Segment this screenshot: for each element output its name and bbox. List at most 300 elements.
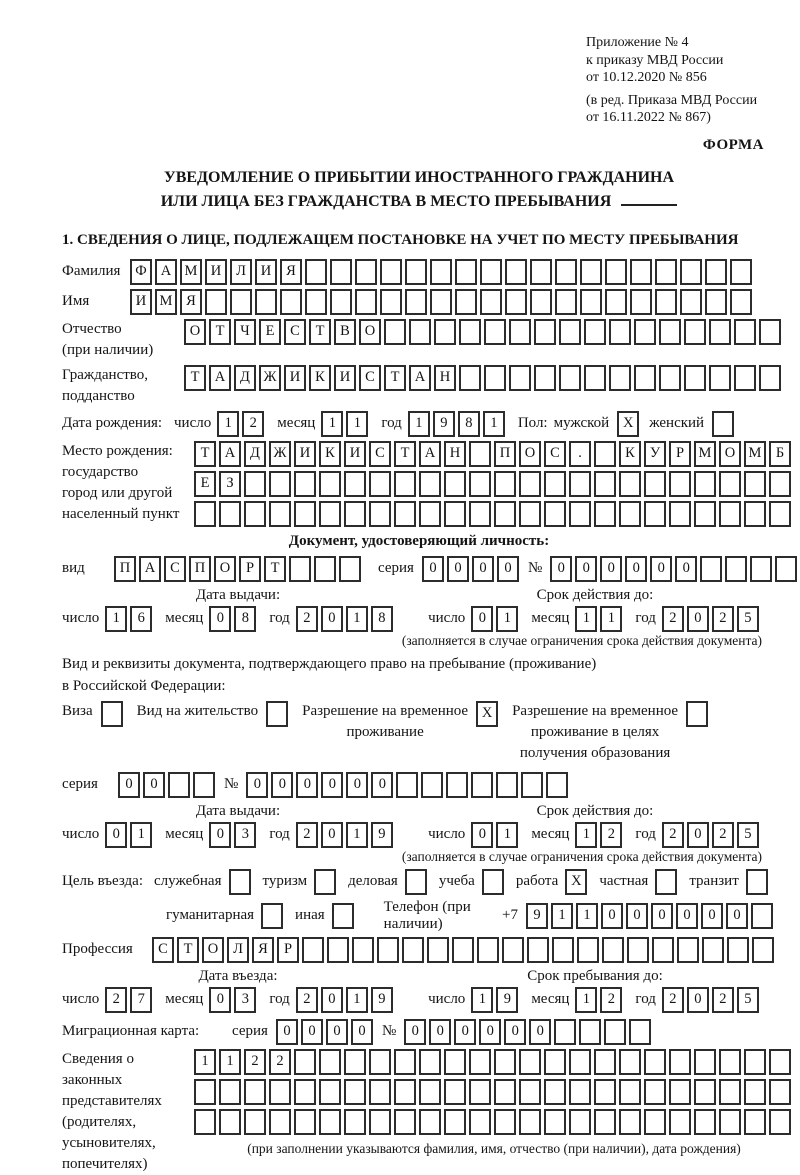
form-cell[interactable] (459, 319, 481, 345)
form-cell[interactable]: Ч (234, 319, 256, 345)
form-cell[interactable]: 1 (471, 987, 493, 1013)
form-cell[interactable]: 1 (346, 987, 368, 1013)
form-cell[interactable]: К (309, 365, 331, 391)
form-cell[interactable] (519, 1049, 541, 1075)
form-cell[interactable]: 0 (454, 1019, 476, 1045)
form-cell[interactable]: М (180, 259, 202, 285)
form-cell[interactable]: 1 (105, 606, 127, 632)
form-cell[interactable] (627, 937, 649, 963)
form-cell[interactable] (734, 365, 756, 391)
form-cell[interactable] (619, 1049, 641, 1075)
form-cell[interactable] (659, 365, 681, 391)
form-cell[interactable] (269, 1109, 291, 1135)
form-cell[interactable] (569, 1049, 591, 1075)
form-cell[interactable] (394, 1049, 416, 1075)
form-cell[interactable]: Д (244, 441, 266, 467)
form-cell[interactable] (594, 1079, 616, 1105)
form-cell[interactable]: 6 (130, 606, 152, 632)
form-cell[interactable] (330, 259, 352, 285)
form-cell[interactable]: Т (209, 319, 231, 345)
form-cell[interactable] (752, 937, 774, 963)
form-cell[interactable] (534, 365, 556, 391)
form-cell[interactable]: Р (669, 441, 691, 467)
form-cell[interactable] (569, 471, 591, 497)
form-cell[interactable] (469, 441, 491, 467)
form-cell[interactable]: Ж (269, 441, 291, 467)
form-cell[interactable] (205, 289, 227, 315)
form-cell[interactable] (655, 259, 677, 285)
form-cell[interactable] (730, 289, 752, 315)
form-cell[interactable]: 1 (575, 822, 597, 848)
form-cell[interactable] (530, 259, 552, 285)
form-cell[interactable]: Д (234, 365, 256, 391)
form-cell[interactable]: 0 (497, 556, 519, 582)
form-cell[interactable]: М (694, 441, 716, 467)
form-cell[interactable] (579, 1019, 601, 1045)
form-cell[interactable] (193, 772, 215, 798)
form-cell[interactable]: М (155, 289, 177, 315)
form-cell[interactable] (455, 259, 477, 285)
form-cell[interactable] (709, 319, 731, 345)
form-cell[interactable] (305, 259, 327, 285)
form-cell[interactable] (369, 501, 391, 527)
form-cell[interactable]: Л (230, 259, 252, 285)
sex-female-checkbox[interactable] (712, 411, 734, 437)
form-cell[interactable] (480, 259, 502, 285)
form-cell[interactable] (484, 319, 506, 345)
form-cell[interactable] (469, 1109, 491, 1135)
form-cell[interactable]: С (284, 319, 306, 345)
form-cell[interactable] (719, 1049, 741, 1075)
form-cell[interactable] (744, 1079, 766, 1105)
form-cell[interactable] (644, 1079, 666, 1105)
form-cell[interactable]: 0 (429, 1019, 451, 1045)
form-cell[interactable] (680, 259, 702, 285)
form-cell[interactable] (459, 365, 481, 391)
form-cell[interactable]: З (219, 471, 241, 497)
visa-checkbox[interactable] (101, 701, 123, 727)
form-cell[interactable]: А (219, 441, 241, 467)
form-cell[interactable]: П (494, 441, 516, 467)
purpose-tourism-checkbox[interactable] (314, 869, 336, 895)
form-cell[interactable]: 0 (687, 822, 709, 848)
form-cell[interactable]: Т (264, 556, 286, 582)
form-cell[interactable] (405, 259, 427, 285)
form-cell[interactable] (255, 289, 277, 315)
form-cell[interactable] (744, 501, 766, 527)
form-cell[interactable]: 0 (504, 1019, 526, 1045)
form-cell[interactable]: 2 (600, 987, 622, 1013)
form-cell[interactable] (430, 259, 452, 285)
form-cell[interactable] (469, 1049, 491, 1075)
form-cell[interactable] (584, 319, 606, 345)
form-cell[interactable] (446, 772, 468, 798)
form-cell[interactable]: 5 (737, 606, 759, 632)
form-cell[interactable]: 1 (346, 411, 368, 437)
form-cell[interactable]: 0 (472, 556, 494, 582)
form-cell[interactable]: 1 (551, 903, 573, 929)
form-cell[interactable] (494, 1079, 516, 1105)
form-cell[interactable] (471, 772, 493, 798)
form-cell[interactable] (546, 772, 568, 798)
form-cell[interactable] (669, 1049, 691, 1075)
form-cell[interactable] (555, 289, 577, 315)
form-cell[interactable] (319, 1109, 341, 1135)
form-cell[interactable] (759, 319, 781, 345)
form-cell[interactable] (577, 937, 599, 963)
form-cell[interactable] (580, 259, 602, 285)
form-cell[interactable] (344, 501, 366, 527)
form-cell[interactable] (294, 1079, 316, 1105)
form-cell[interactable]: О (184, 319, 206, 345)
form-cell[interactable]: 9 (433, 411, 455, 437)
form-cell[interactable] (280, 289, 302, 315)
form-cell[interactable] (355, 259, 377, 285)
form-cell[interactable] (219, 1079, 241, 1105)
form-cell[interactable] (559, 365, 581, 391)
form-cell[interactable]: 0 (529, 1019, 551, 1045)
form-cell[interactable] (694, 1049, 716, 1075)
form-cell[interactable] (394, 501, 416, 527)
form-cell[interactable] (427, 937, 449, 963)
form-cell[interactable] (655, 289, 677, 315)
form-cell[interactable]: 1 (576, 903, 598, 929)
form-cell[interactable] (269, 471, 291, 497)
form-cell[interactable] (352, 937, 374, 963)
form-cell[interactable] (759, 365, 781, 391)
form-cell[interactable] (644, 471, 666, 497)
form-cell[interactable]: 0 (271, 772, 293, 798)
form-cell[interactable]: 9 (496, 987, 518, 1013)
form-cell[interactable] (369, 1109, 391, 1135)
form-cell[interactable] (319, 471, 341, 497)
form-cell[interactable] (727, 937, 749, 963)
form-cell[interactable] (619, 1079, 641, 1105)
form-cell[interactable] (244, 471, 266, 497)
form-cell[interactable]: А (209, 365, 231, 391)
form-cell[interactable] (669, 501, 691, 527)
form-cell[interactable] (327, 937, 349, 963)
form-cell[interactable] (219, 1109, 241, 1135)
form-cell[interactable]: 0 (447, 556, 469, 582)
form-cell[interactable]: 0 (276, 1019, 298, 1045)
form-cell[interactable] (750, 556, 772, 582)
form-cell[interactable] (744, 1109, 766, 1135)
form-cell[interactable]: 0 (625, 556, 647, 582)
purpose-other-checkbox[interactable] (332, 903, 354, 929)
purpose-business-checkbox[interactable] (405, 869, 427, 895)
form-cell[interactable]: 0 (346, 772, 368, 798)
form-cell[interactable]: А (155, 259, 177, 285)
form-cell[interactable]: И (255, 259, 277, 285)
temp-residence-education-checkbox[interactable] (686, 701, 708, 727)
form-cell[interactable]: К (319, 441, 341, 467)
form-cell[interactable] (330, 289, 352, 315)
form-cell[interactable] (509, 365, 531, 391)
form-cell[interactable]: 2 (296, 822, 318, 848)
form-cell[interactable] (469, 501, 491, 527)
form-cell[interactable] (519, 501, 541, 527)
form-cell[interactable] (469, 471, 491, 497)
form-cell[interactable] (775, 556, 797, 582)
form-cell[interactable]: 1 (483, 411, 505, 437)
form-cell[interactable] (644, 1049, 666, 1075)
form-cell[interactable] (719, 1079, 741, 1105)
form-cell[interactable]: 0 (687, 606, 709, 632)
form-cell[interactable] (455, 289, 477, 315)
form-cell[interactable]: Н (444, 441, 466, 467)
form-cell[interactable] (744, 471, 766, 497)
form-cell[interactable] (719, 1109, 741, 1135)
form-cell[interactable]: 0 (650, 556, 672, 582)
form-cell[interactable] (652, 937, 674, 963)
form-cell[interactable] (527, 937, 549, 963)
form-cell[interactable] (569, 1109, 591, 1135)
form-cell[interactable] (355, 289, 377, 315)
form-cell[interactable] (744, 1049, 766, 1075)
form-cell[interactable]: 9 (371, 987, 393, 1013)
form-cell[interactable] (269, 501, 291, 527)
form-cell[interactable] (669, 1109, 691, 1135)
form-cell[interactable] (244, 501, 266, 527)
form-cell[interactable]: С (152, 937, 174, 963)
form-cell[interactable]: 0 (479, 1019, 501, 1045)
form-cell[interactable]: Р (239, 556, 261, 582)
form-cell[interactable] (494, 471, 516, 497)
form-cell[interactable]: 0 (675, 556, 697, 582)
form-cell[interactable] (294, 1049, 316, 1075)
form-cell[interactable] (619, 1109, 641, 1135)
form-cell[interactable] (344, 1079, 366, 1105)
purpose-study-checkbox[interactable] (482, 869, 504, 895)
form-cell[interactable]: Б (769, 441, 791, 467)
form-cell[interactable]: Н (434, 365, 456, 391)
form-cell[interactable]: Я (252, 937, 274, 963)
form-cell[interactable]: Т (184, 365, 206, 391)
form-cell[interactable] (552, 937, 574, 963)
form-cell[interactable]: 0 (209, 606, 231, 632)
form-cell[interactable] (405, 289, 427, 315)
form-cell[interactable] (634, 365, 656, 391)
purpose-official-checkbox[interactable] (229, 869, 251, 895)
form-cell[interactable] (594, 441, 616, 467)
form-cell[interactable] (194, 501, 216, 527)
form-cell[interactable]: У (644, 441, 666, 467)
form-cell[interactable]: 1 (346, 822, 368, 848)
form-cell[interactable]: 0 (301, 1019, 323, 1045)
form-cell[interactable] (700, 556, 722, 582)
form-cell[interactable] (555, 259, 577, 285)
form-cell[interactable]: 0 (422, 556, 444, 582)
form-cell[interactable] (544, 1109, 566, 1135)
form-cell[interactable] (580, 289, 602, 315)
form-cell[interactable] (680, 289, 702, 315)
form-cell[interactable]: И (284, 365, 306, 391)
form-cell[interactable] (559, 319, 581, 345)
form-cell[interactable]: 0 (651, 903, 673, 929)
form-cell[interactable] (554, 1019, 576, 1045)
form-cell[interactable]: 0 (471, 606, 493, 632)
form-cell[interactable] (294, 1109, 316, 1135)
form-cell[interactable]: А (419, 441, 441, 467)
form-cell[interactable]: П (114, 556, 136, 582)
form-cell[interactable] (444, 1079, 466, 1105)
form-cell[interactable]: 1 (219, 1049, 241, 1075)
form-cell[interactable] (751, 903, 773, 929)
form-cell[interactable]: 1 (321, 411, 343, 437)
form-cell[interactable] (434, 319, 456, 345)
form-cell[interactable] (452, 937, 474, 963)
form-cell[interactable] (244, 1079, 266, 1105)
form-cell[interactable]: А (409, 365, 431, 391)
form-cell[interactable]: 9 (371, 822, 393, 848)
form-cell[interactable]: 2 (662, 987, 684, 1013)
form-cell[interactable] (544, 471, 566, 497)
form-cell[interactable]: М (744, 441, 766, 467)
form-cell[interactable] (294, 471, 316, 497)
form-cell[interactable] (509, 319, 531, 345)
form-cell[interactable]: 1 (575, 987, 597, 1013)
form-cell[interactable] (319, 1079, 341, 1105)
form-cell[interactable] (477, 937, 499, 963)
form-cell[interactable]: 0 (321, 822, 343, 848)
form-cell[interactable]: 1 (496, 822, 518, 848)
form-cell[interactable] (629, 1019, 651, 1045)
form-cell[interactable] (519, 1079, 541, 1105)
form-cell[interactable]: Я (280, 259, 302, 285)
form-cell[interactable] (669, 471, 691, 497)
form-cell[interactable] (544, 1079, 566, 1105)
purpose-private-checkbox[interactable] (655, 869, 677, 895)
form-cell[interactable]: 0 (321, 606, 343, 632)
form-cell[interactable]: 0 (351, 1019, 373, 1045)
form-cell[interactable]: 0 (143, 772, 165, 798)
form-cell[interactable]: О (202, 937, 224, 963)
residence-permit-checkbox[interactable] (266, 701, 288, 727)
form-cell[interactable] (734, 319, 756, 345)
form-cell[interactable] (419, 1079, 441, 1105)
form-cell[interactable]: К (619, 441, 641, 467)
temp-residence-checkbox[interactable]: X (476, 701, 498, 727)
form-cell[interactable]: 7 (130, 987, 152, 1013)
form-cell[interactable]: 1 (408, 411, 430, 437)
form-cell[interactable]: 0 (687, 987, 709, 1013)
form-cell[interactable] (605, 289, 627, 315)
form-cell[interactable]: С (164, 556, 186, 582)
form-cell[interactable] (630, 289, 652, 315)
form-cell[interactable]: 9 (526, 903, 548, 929)
form-cell[interactable]: 0 (209, 822, 231, 848)
form-cell[interactable]: 8 (458, 411, 480, 437)
form-cell[interactable]: Ф (130, 259, 152, 285)
form-cell[interactable] (530, 289, 552, 315)
form-cell[interactable] (694, 501, 716, 527)
form-cell[interactable] (719, 471, 741, 497)
form-cell[interactable]: 8 (371, 606, 393, 632)
form-cell[interactable]: А (139, 556, 161, 582)
form-cell[interactable] (380, 289, 402, 315)
form-cell[interactable]: О (359, 319, 381, 345)
form-cell[interactable] (684, 365, 706, 391)
form-cell[interactable] (369, 471, 391, 497)
form-cell[interactable] (609, 365, 631, 391)
form-cell[interactable] (584, 365, 606, 391)
form-cell[interactable] (594, 471, 616, 497)
form-cell[interactable] (634, 319, 656, 345)
form-cell[interactable]: С (359, 365, 381, 391)
form-cell[interactable]: 2 (105, 987, 127, 1013)
form-cell[interactable] (594, 501, 616, 527)
form-cell[interactable]: 0 (296, 772, 318, 798)
form-cell[interactable]: В (334, 319, 356, 345)
form-cell[interactable]: 0 (550, 556, 572, 582)
purpose-transit-checkbox[interactable] (746, 869, 768, 895)
form-cell[interactable] (769, 1049, 791, 1075)
form-cell[interactable] (444, 1049, 466, 1075)
form-cell[interactable] (409, 319, 431, 345)
form-cell[interactable] (219, 501, 241, 527)
form-cell[interactable]: 2 (296, 987, 318, 1013)
form-cell[interactable] (289, 556, 311, 582)
form-cell[interactable]: О (214, 556, 236, 582)
form-cell[interactable] (244, 1109, 266, 1135)
form-cell[interactable]: 1 (217, 411, 239, 437)
form-cell[interactable]: 1 (130, 822, 152, 848)
form-cell[interactable]: 5 (737, 822, 759, 848)
form-cell[interactable] (609, 319, 631, 345)
form-cell[interactable] (469, 1079, 491, 1105)
form-cell[interactable] (394, 1109, 416, 1135)
form-cell[interactable] (430, 289, 452, 315)
form-cell[interactable] (194, 1109, 216, 1135)
purpose-work-checkbox[interactable]: X (565, 869, 587, 895)
form-cell[interactable] (544, 1049, 566, 1075)
form-cell[interactable] (619, 501, 641, 527)
form-cell[interactable]: 0 (726, 903, 748, 929)
form-cell[interactable]: Р (277, 937, 299, 963)
form-cell[interactable] (709, 365, 731, 391)
form-cell[interactable]: 0 (321, 772, 343, 798)
form-cell[interactable]: 2 (712, 987, 734, 1013)
form-cell[interactable] (480, 289, 502, 315)
form-cell[interactable] (444, 501, 466, 527)
form-cell[interactable] (394, 471, 416, 497)
form-cell[interactable] (604, 1019, 626, 1045)
form-cell[interactable]: О (719, 441, 741, 467)
form-cell[interactable]: О (519, 441, 541, 467)
form-cell[interactable] (419, 501, 441, 527)
form-cell[interactable]: Т (309, 319, 331, 345)
form-cell[interactable]: С (369, 441, 391, 467)
form-cell[interactable] (659, 319, 681, 345)
form-cell[interactable] (380, 259, 402, 285)
form-cell[interactable]: 2 (662, 822, 684, 848)
form-cell[interactable]: 1 (496, 606, 518, 632)
form-cell[interactable]: 0 (321, 987, 343, 1013)
form-cell[interactable] (269, 1079, 291, 1105)
form-cell[interactable]: И (205, 259, 227, 285)
form-cell[interactable]: П (189, 556, 211, 582)
form-cell[interactable] (302, 937, 324, 963)
form-cell[interactable] (644, 501, 666, 527)
form-cell[interactable] (339, 556, 361, 582)
form-cell[interactable]: Ж (259, 365, 281, 391)
form-cell[interactable] (168, 772, 190, 798)
form-cell[interactable]: И (130, 289, 152, 315)
form-cell[interactable]: 0 (600, 556, 622, 582)
form-cell[interactable] (319, 501, 341, 527)
form-cell[interactable] (505, 259, 527, 285)
